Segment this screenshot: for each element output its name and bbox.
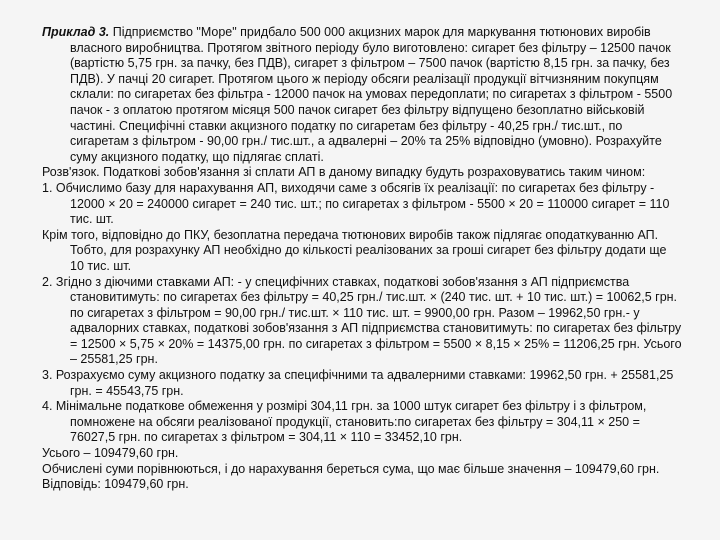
step-4: 4. Мінімальне податкове обмеження у розмірі 304,11 грн. за 1000 штук сигарет без фільтру і з фільтром, помножене на обсяги реалізованої продукції, становить:по сигаретах без фільтру = 304,11 × 250 = 76027,5 грн. по сигаретах з фільтром = 304,11 × 110 = 33452,10 грн. [42,399,647,445]
note-paragraph: Крім того, відповідно до ПКУ, безоплатна передача тютюнових виробів також підлягає оподаткуванню АП. Тобто, для розрахунку АП необхідно до кількості реалізованих за гроші сигарет без фільтру додати ще 10 тис. шт. [42,227,667,273]
example-heading: Приклад 3. [42,25,110,39]
comparison-paragraph: Обчислені суми порівнюються, і до нарахування береться сума, що має більше значення – 109479,60 грн. [42,461,660,476]
step-2: 2. Згідно з діючими ставками АП: - у специфічних ставках, податкові зобов'язання з АП підприємства становитимуть: по сигаретах без фільтру = 40,25 грн./ тис.шт. × (240 тис. шт. + 10 тис. шт.) = 10062,5 грн. по сигаретах з фільтром = 90,00 грн./ тис.шт. × 110 тис. шт. = 9900,00 грн. Разом – 19962,50 грн.- у адвалорних ставках, податкові зобов'язання з АП підприємства становитимуть: по сигаретах без фільтру = 12500 × 5,75 × 20% = 14375,00 грн. по сигаретах з фільтром = 5500 × 8,15 × 25% = 11206,25 грн. Усього – 25581,25 грн. [42,274,682,367]
example-paragraph [42,25,682,165]
example-body: Підприємство "Море" придбало 500 000 акцизних марок для маркування тютюнових виробів власного виробництва. Протягом звітного періоду було виготовлено: сигарет без фільтру – 12500 пачок (вартістю 5,75 грн. за пачку, без ПДВ), сигарет з фільтром – 7500 пачок (вартістю 8,15 грн. за пачку, без ПДВ). У пачці 20 сигарет. Протягом цього ж періоду обсяги реалізації продукції вітчизняним покупцям склали: по сигаретах без фільтра - 12000 пачок на умовах передоплати; по сигаретах з фільтром - 5500 пачок - з оплатою протягом місяця 500 пачок сигарет без фільтру відпущено безоплатно військовій частині. Специфічні ставки акцизного податку по сигаретам без фільтру - 40,25 грн./ тис.шт., по сигаретам з фільтром - 90,00 грн./ тис.шт., а адвалерні – 20% та 25% відповідно (умовно). Розрахуйте суму акцизного податку, що підлягає сплаті. [70,25,673,164]
answer-line: Відповідь: 109479,60 грн. [42,477,189,492]
document-page [42,25,682,493]
step-1: 1. Обчислимо базу для нарахування АП, виходячи саме з обсягів їх реалізації: по сигаретах без фільтру - 12000 × 20 = 240000 сигарет = 240 тис. шт.; по сигаретах з фільтром - 5500 × 20 = 110000 сигарет = 110 тис. шт. [42,180,670,227]
total-line: Усього – 109479,60 грн. [42,446,179,461]
solution-intro: Розв'язок. Податкові зобов'язання зі сплати АП в даному випадку будуть розраховуватись таким чином: [42,165,646,180]
step-3: 3. Розрахуємо суму акцизного податку за специфічними та адвалерними ставками: 19962,50 грн. + 25581,25 грн. = 45543,75 грн. [42,368,674,398]
